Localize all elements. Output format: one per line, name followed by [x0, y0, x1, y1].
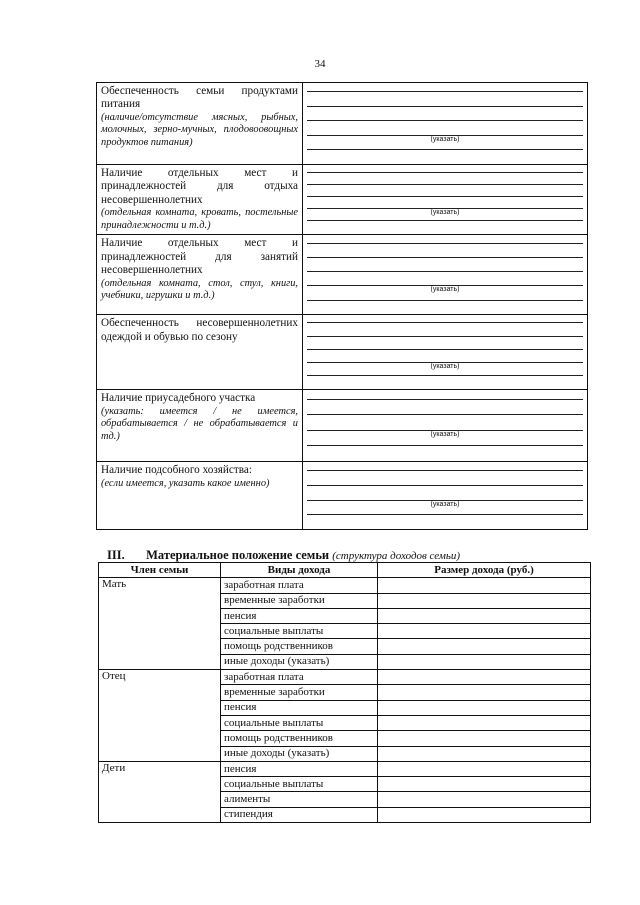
income-amount-cell[interactable]	[378, 792, 591, 807]
income-amount-cell[interactable]	[378, 654, 591, 669]
answer-line	[307, 285, 583, 286]
conditions-row-food	[97, 83, 588, 165]
specify-hint: (указать)	[430, 136, 460, 143]
table-row	[99, 578, 591, 593]
answer-line	[307, 375, 583, 376]
answer-line	[307, 243, 583, 244]
income-type-cell: пенсия	[221, 608, 378, 623]
specify-hint: (указать)	[430, 363, 460, 371]
income-amount-cell[interactable]	[378, 761, 591, 776]
family-member-cell: Мать	[99, 578, 221, 670]
living-conditions-table	[96, 82, 588, 530]
table-row	[99, 670, 591, 685]
family-member-cell: Отец	[99, 670, 221, 762]
income-amount-cell[interactable]	[378, 731, 591, 746]
income-type-cell: заработная плата	[221, 670, 378, 685]
condition-answer-area[interactable]	[303, 165, 588, 235]
answer-line	[307, 430, 583, 431]
answer-line	[307, 470, 583, 471]
conditions-row-household	[97, 462, 588, 530]
income-type-cell: помощь родственников	[221, 731, 378, 746]
answer-line	[307, 149, 583, 150]
answer-line	[307, 300, 583, 301]
answer-line	[307, 120, 583, 121]
answer-line	[307, 485, 583, 486]
answer-line	[307, 257, 583, 258]
condition-label: Наличие отдельных мест и принадлежностей для отдыха несовершеннолетних	[101, 167, 298, 206]
page-number: 34	[314, 58, 326, 70]
condition-answer-area[interactable]	[303, 83, 588, 165]
income-type-cell: временные заработки	[221, 685, 378, 700]
header-income-amount: Размер дохода (руб.)	[378, 563, 591, 578]
income-amount-cell[interactable]	[378, 807, 591, 822]
answer-line	[307, 172, 583, 173]
answer-line	[307, 106, 583, 107]
income-type-cell: иные доходы (указать)	[221, 654, 378, 669]
condition-answer-area[interactable]	[303, 235, 588, 315]
income-type-cell: стипендия	[221, 807, 378, 822]
conditions-row-study-places	[97, 235, 588, 315]
income-type-cell: алименты	[221, 792, 378, 807]
answer-line	[307, 445, 583, 446]
answer-line	[307, 399, 583, 400]
section-subtitle: (структура доходов семьи)	[332, 550, 461, 562]
condition-note: (отдельная комната, кровать, постельные принадлежности и т.д.)	[101, 207, 298, 231]
answer-line	[307, 500, 583, 501]
income-amount-cell[interactable]	[378, 608, 591, 623]
income-type-cell: социальные выплаты	[221, 715, 378, 730]
condition-label-cell	[97, 315, 303, 390]
condition-label: Обеспеченность несовершеннолетних одеждой и обувью по сезону	[101, 317, 298, 343]
family-member-cell: Дети	[99, 761, 221, 822]
answer-line	[307, 271, 583, 272]
section-heading	[107, 548, 460, 563]
conditions-row-clothing	[97, 315, 588, 390]
condition-note: (указать: имеется / не имеется, обрабатывается / не обрабатывается и тд.)	[101, 405, 298, 442]
income-amount-cell[interactable]	[378, 670, 591, 685]
condition-answer-area[interactable]	[303, 390, 588, 462]
specify-hint: (указать)	[430, 286, 460, 294]
answer-line	[307, 414, 583, 415]
condition-label: Обеспеченность семьи продуктами питания	[101, 85, 298, 111]
condition-label-cell	[97, 462, 303, 530]
income-amount-cell[interactable]	[378, 593, 591, 608]
income-amount-cell[interactable]	[378, 700, 591, 715]
answer-line	[307, 184, 583, 185]
answer-line	[307, 196, 583, 197]
condition-label-cell	[97, 165, 303, 235]
answer-line	[307, 220, 583, 221]
condition-label-cell	[97, 390, 303, 462]
condition-label: Наличие отдельных мест и принадлежностей для занятий несовершеннолетних	[101, 237, 298, 277]
income-table-body	[99, 578, 591, 823]
income-type-cell: социальные выплаты	[221, 624, 378, 639]
income-type-cell: временные заработки	[221, 593, 378, 608]
answer-line	[307, 322, 583, 323]
specify-hint: (указать)	[430, 501, 460, 509]
income-type-cell: пенсия	[221, 700, 378, 715]
table-row	[99, 761, 591, 776]
section-number: III.	[107, 548, 125, 562]
income-type-cell: социальные выплаты	[221, 777, 378, 792]
income-amount-cell[interactable]	[378, 578, 591, 593]
condition-label-cell	[97, 83, 303, 165]
income-table	[98, 562, 591, 823]
section-title: Материальное положение семьи	[146, 548, 330, 562]
income-type-cell: заработная плата	[221, 578, 378, 593]
answer-line	[307, 349, 583, 350]
income-type-cell: помощь родственников	[221, 639, 378, 654]
income-type-cell: иные доходы (указать)	[221, 746, 378, 761]
condition-answer-area[interactable]	[303, 462, 588, 530]
answer-line	[307, 514, 583, 515]
condition-label: Наличие приусадебного участка	[101, 392, 256, 405]
condition-note: (отдельная комната, стол, стул, книги, учебники, игрушки и т.д.)	[101, 277, 298, 302]
answer-line	[307, 208, 583, 209]
condition-answer-area[interactable]	[303, 315, 588, 390]
specify-hint: (указать)	[430, 209, 460, 216]
answer-line	[307, 135, 583, 136]
header-member: Член семьи	[99, 563, 221, 578]
condition-label: Наличие подсобного хозяйства:	[101, 464, 252, 477]
condition-note: (если имеется, указать какое именно)	[101, 477, 270, 489]
income-amount-cell[interactable]	[378, 685, 591, 700]
header-income-type: Виды дохода	[221, 563, 378, 578]
income-table-header	[99, 563, 591, 578]
income-amount-cell[interactable]	[378, 639, 591, 654]
conditions-row-garden-plot	[97, 390, 588, 462]
income-amount-cell[interactable]	[378, 624, 591, 639]
income-amount-cell[interactable]	[378, 777, 591, 792]
specify-hint: (указать)	[430, 431, 460, 439]
income-amount-cell[interactable]	[378, 746, 591, 761]
condition-label-cell	[97, 235, 303, 315]
condition-note: (наличие/отсутствие мясных, рыбных, молочных, зерно-мучных, плодовоовощных продуктов питания)	[101, 111, 298, 148]
answer-line	[307, 362, 583, 363]
income-amount-cell[interactable]	[378, 715, 591, 730]
answer-line	[307, 336, 583, 337]
income-type-cell: пенсия	[221, 761, 378, 776]
conditions-row-rest-places	[97, 165, 588, 235]
answer-line	[307, 91, 583, 92]
